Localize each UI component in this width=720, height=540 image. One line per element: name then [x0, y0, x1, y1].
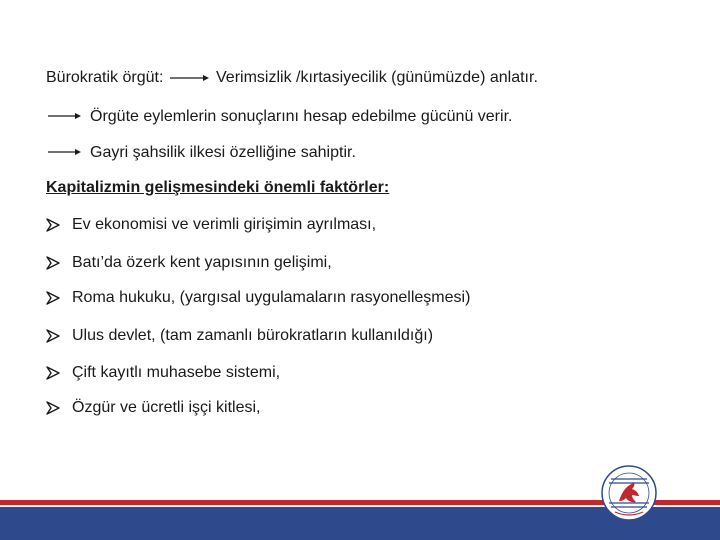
- list-item: [46, 398, 261, 418]
- arrowhead-bullet-icon: [46, 366, 60, 380]
- list-item: [46, 253, 332, 273]
- arrowhead-bullet-icon: [46, 218, 60, 232]
- section-heading: Kapitalizmin gelişmesindeki önemli faktörler:: [46, 179, 390, 196]
- intro-definition: Verimsizlik /kırtasiyecilik (günümüzde) anlatır.: [216, 69, 538, 86]
- list-item-text: Ev ekonomisi ve verimli girişimin ayrılması,: [72, 216, 377, 233]
- list-item: [46, 363, 280, 383]
- list-item-text: Ulus devlet, (tam zamanlı bürokratların kullanıldığı): [72, 327, 434, 344]
- list-item-text: Çift kayıtlı muhasebe sistemi,: [72, 364, 281, 381]
- university-logo-icon: [601, 465, 657, 521]
- list-item-text: Batı’da özerk kent yapısının gelişimi,: [72, 254, 332, 271]
- right-arrow-icon: [170, 73, 210, 83]
- arrowhead-bullet-icon: [46, 291, 60, 305]
- right-arrow-icon: [48, 147, 82, 157]
- intro-term: Bürokratik örgüt:: [46, 69, 164, 86]
- list-item: [46, 326, 433, 346]
- list-item: [46, 215, 376, 235]
- intro-point: Gayri şahsilik ilkesi özelliğine sahiptir.: [90, 144, 356, 161]
- list-item: [46, 288, 470, 308]
- list-item-text: Roma hukuku, (yargısal uygulamaların rasyonelleşmesi): [72, 289, 471, 306]
- arrowhead-bullet-icon: [46, 401, 60, 415]
- list-item-text: Özgür ve ücretli işçi kitlesi,: [72, 399, 261, 416]
- intro-point: Örgüte eylemlerin sonuçlarını hesap edebilme gücünü verir.: [90, 108, 513, 125]
- right-arrow-icon: [48, 111, 82, 121]
- arrowhead-bullet-icon: [46, 256, 60, 270]
- arrowhead-bullet-icon: [46, 329, 60, 343]
